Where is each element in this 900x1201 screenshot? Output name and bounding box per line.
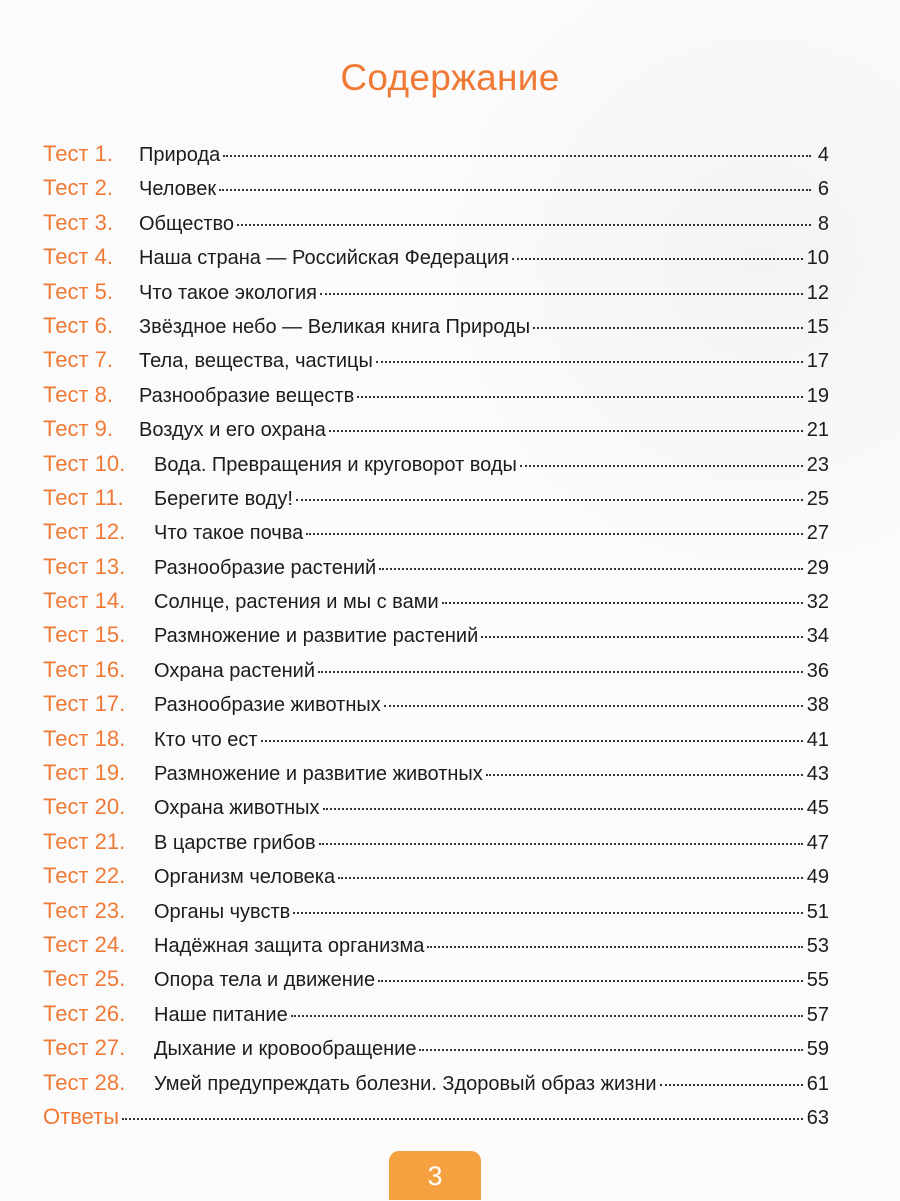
toc-entry-prefix: Тест 4. (43, 244, 113, 270)
toc-entry-page: 43 (806, 763, 829, 786)
toc-dot-leader (481, 636, 802, 638)
toc-entry-page: 49 (806, 866, 829, 889)
toc-entry (43, 622, 829, 656)
toc-entry-title: Воздух и его охрана (139, 419, 326, 442)
toc-entry-prefix: Тест 12. (43, 519, 126, 545)
toc-entry-prefix: Тест 22. (43, 863, 126, 889)
toc-entry-title: Наша страна — Российская Федерация (139, 247, 509, 270)
toc-entry-prefix: Тест 24. (43, 931, 126, 957)
toc-entry-title: Вода. Превращения и круговорот воды (154, 453, 517, 476)
toc-entry-page: 4 (817, 144, 829, 166)
toc-entry-prefix: Тест 2. (43, 175, 113, 201)
toc-entry-page: 51 (806, 900, 829, 923)
toc-entry-prefix: Тест 11. (43, 484, 124, 510)
toc-entry-page: 36 (806, 659, 829, 682)
toc-entry-title: Берегите воду! (154, 487, 293, 510)
toc-entry-prefix: Тест 8. (43, 381, 113, 407)
toc-entry-page: 29 (806, 556, 829, 579)
toc-dot-leader (122, 1118, 803, 1120)
toc-entry-prefix: Тест 16. (43, 656, 126, 682)
toc-entry (43, 554, 829, 588)
toc-entry-page: 6 (817, 178, 829, 201)
toc-entry-prefix: Тест 7. (43, 347, 113, 373)
toc-entry-page: 55 (806, 969, 829, 992)
toc-entry-prefix: Ответы (43, 1103, 120, 1129)
toc-entry (43, 863, 829, 897)
toc-dot-leader (237, 224, 811, 226)
toc-entry-title: Наше питание (154, 1003, 288, 1026)
toc-entry-page: 10 (806, 247, 829, 270)
toc-dot-leader (512, 258, 803, 260)
toc-entry-prefix: Тест 27. (43, 1035, 126, 1061)
toc-dot-leader (320, 293, 803, 295)
toc-entry (43, 244, 829, 278)
toc-entry-title: Что такое экология (139, 281, 317, 304)
toc-entry (43, 794, 829, 828)
toc-entry-page: 53 (806, 934, 829, 957)
toc-entry-page: 23 (806, 453, 829, 476)
toc-entry (43, 898, 829, 932)
toc-entry (43, 829, 829, 863)
toc-entry-title: Звёздное небо — Великая книга Природы (139, 315, 531, 338)
toc-entry (43, 1035, 829, 1069)
toc-entry-title: Человек (139, 178, 217, 201)
toc-entry-page: 47 (806, 831, 829, 854)
toc-entry (43, 1070, 829, 1104)
toc-entry-page: 34 (806, 625, 829, 648)
toc-entry-title: Дыхание и кровообращение (154, 1038, 417, 1061)
toc-entry-prefix: Тест 21. (43, 828, 126, 854)
toc-dot-leader (329, 430, 803, 432)
toc-entry-title: Надёжная защита организма (154, 934, 425, 957)
toc-entry-prefix: Тест 1. (43, 141, 113, 166)
toc-entry-title: Тела, вещества, частицы (139, 350, 373, 373)
toc-entry-page: 17 (806, 350, 829, 373)
toc-dot-leader (293, 912, 803, 914)
toc-dot-leader (323, 808, 803, 810)
toc-entry-title: Кто что ест (154, 728, 258, 751)
toc-entry-page: 15 (806, 315, 829, 338)
toc-entry-title: Организм человека (154, 866, 336, 889)
toc-entry-prefix: Тест 19. (43, 760, 126, 786)
toc-entry-prefix: Тест 20. (43, 794, 126, 820)
toc-entry-title: Опора тела и движение (154, 969, 376, 992)
toc-entry (43, 1104, 829, 1138)
toc-dot-leader (357, 396, 803, 398)
toc-dot-leader (419, 1049, 802, 1051)
toc-entry (43, 451, 829, 485)
toc-entry-page: 12 (806, 281, 829, 304)
toc-entry-page: 21 (806, 419, 829, 442)
toc-entry (43, 141, 829, 175)
toc-dot-leader (296, 499, 803, 501)
toc-dot-leader (486, 774, 803, 776)
toc-entry (43, 519, 829, 553)
toc-dot-leader (318, 671, 803, 673)
toc-entry-page: 32 (806, 591, 829, 614)
toc-entry (43, 588, 829, 622)
toc-entry-page: 41 (806, 728, 829, 751)
toc-entry-prefix: Тест 3. (43, 209, 113, 235)
toc-entry-title: Разнообразие веществ (139, 384, 355, 407)
toc-entry-page: 61 (806, 1072, 829, 1095)
toc-entry-prefix: Тест 6. (43, 312, 113, 338)
toc-entry-title: Разнообразие животных (154, 694, 381, 717)
toc-entry (43, 932, 829, 966)
toc-entry (43, 657, 829, 691)
toc-dot-leader (291, 1015, 803, 1017)
toc-entry-prefix: Тест 17. (43, 691, 126, 717)
toc-dot-leader (319, 843, 803, 845)
toc-entry-page: 45 (806, 797, 829, 820)
toc-entry-prefix: Тест 25. (43, 966, 126, 992)
toc-dot-leader (379, 568, 803, 570)
toc-entry-prefix: Тест 23. (43, 897, 126, 923)
toc-entry-title: Охрана растений (154, 659, 315, 682)
toc-dot-leader (223, 155, 811, 157)
toc-entry (43, 175, 829, 209)
toc-entry (43, 726, 829, 760)
toc-entry-title: Общество (139, 212, 235, 235)
toc-entry (43, 210, 829, 244)
toc-entry-page: 27 (806, 522, 829, 545)
toc-entry-prefix: Тест 13. (43, 553, 126, 579)
toc-entry-prefix: Тест 26. (43, 1000, 126, 1026)
toc-dot-leader (378, 980, 803, 982)
toc-entry (43, 347, 829, 381)
toc-entry-title: Что такое почва (154, 522, 304, 545)
toc-entry-page: 59 (806, 1038, 829, 1061)
toc-entry (43, 279, 829, 313)
toc-entry-page: 8 (817, 212, 829, 235)
toc-entry-title: Размножение и развитие животных (154, 763, 483, 786)
toc-dot-leader (306, 533, 803, 535)
toc-entry (43, 382, 829, 416)
toc-entry-prefix: Тест 5. (43, 278, 113, 304)
toc-entry-page: 38 (806, 694, 829, 717)
toc-entry-title: Размножение и развитие растений (154, 625, 479, 648)
toc-entry-prefix: Тест 28. (43, 1069, 126, 1095)
page-number-tab: 3 (389, 1151, 481, 1200)
toc-entry (43, 485, 829, 519)
toc-entry (43, 691, 829, 725)
page-title: Содержание (340, 57, 560, 98)
toc-dot-leader (427, 946, 802, 948)
toc-entry-prefix: Тест 18. (43, 725, 126, 751)
toc-dot-leader (520, 465, 803, 467)
toc-entry-title: Разнообразие растений (154, 556, 377, 579)
toc-dot-leader (660, 1084, 803, 1086)
toc-entry-title: Природа (139, 144, 221, 166)
toc-entry-page: 57 (806, 1003, 829, 1026)
toc-dot-leader (384, 705, 803, 707)
toc-entry (43, 1001, 829, 1035)
toc-dot-leader (376, 361, 803, 363)
toc-entry-title: Охрана животных (154, 797, 320, 820)
toc-dot-leader (338, 877, 803, 879)
toc-entry-page: 63 (806, 1106, 829, 1129)
toc-entry-title: Умей предупреждать болезни. Здоровый образ жизни (154, 1072, 657, 1095)
toc-entry-prefix: Тест 10. (43, 450, 126, 476)
toc-dot-leader (533, 327, 803, 329)
toc-dot-leader (442, 602, 803, 604)
toc-entry-prefix: Тест 14. (43, 588, 126, 614)
toc-entry (43, 416, 829, 450)
toc-dot-leader (261, 740, 803, 742)
toc-entry-prefix: Тест 15. (43, 622, 126, 648)
toc-entry-page: 25 (806, 487, 829, 510)
toc-entry-title: Органы чувств (154, 900, 291, 923)
toc-entry-title: Солнце, растения и мы с вами (154, 591, 439, 614)
toc-entry-prefix: Тест 9. (43, 416, 113, 442)
toc-entry (43, 966, 829, 1000)
toc-dot-leader (219, 189, 811, 191)
table-of-contents (43, 141, 829, 1138)
toc-entry (43, 760, 829, 794)
toc-entry (43, 313, 829, 347)
toc-entry-title: В царстве грибов (154, 831, 316, 854)
toc-entry-page: 19 (806, 384, 829, 407)
